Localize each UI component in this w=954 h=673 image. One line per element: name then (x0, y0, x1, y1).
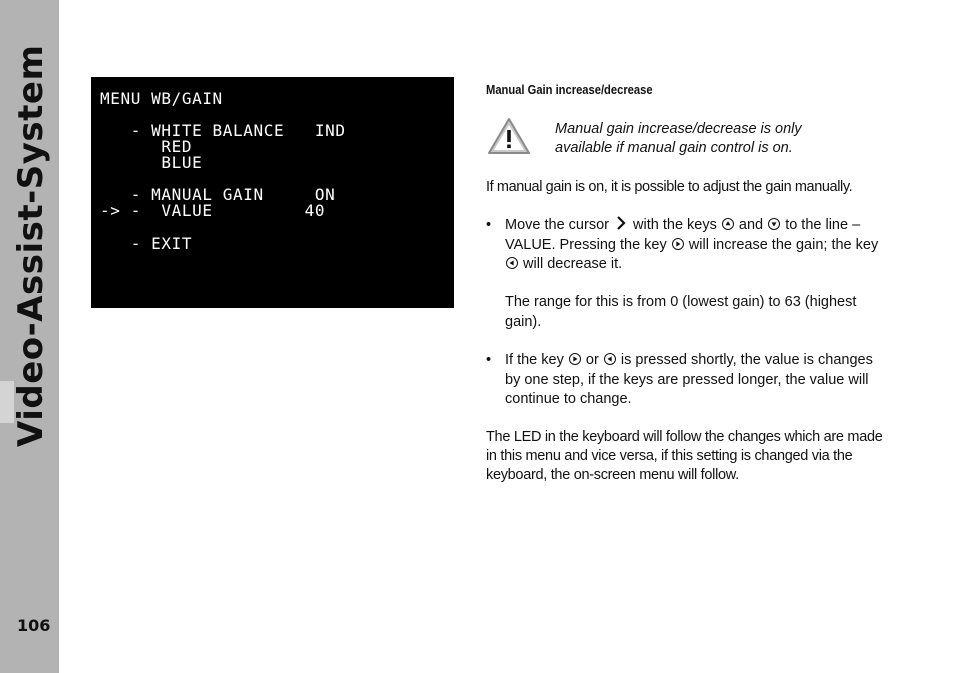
key-left-icon (604, 353, 616, 365)
led-paragraph: The LED in the keyboard will follow the changes which are made in this menu and vice versa, if this setting is changed via the keyboard, the on-screen menu will follow. (486, 429, 883, 483)
osd-line-manual-gain: - MANUAL GAIN ON (100, 185, 336, 204)
bullet1-text-3: and (738, 217, 764, 233)
osd-menu-title: MENU WB/GAIN (100, 89, 223, 108)
intro-paragraph: If manual gain is on, it is possible to adjust the gain manually. (486, 179, 853, 195)
key-down-icon (768, 218, 780, 230)
osd-line-white-balance: - WHITE BALANCE IND (100, 121, 346, 140)
warning-note: Manual gain increase/decrease is only available if manual gain control is on. (555, 121, 802, 156)
osd-line-blue: BLUE (100, 153, 203, 172)
key-left-icon (506, 257, 518, 269)
bullet-move-cursor (505, 216, 885, 275)
bullet-key-press (505, 351, 885, 410)
bullet1-text-4: to the line – VALUE. Pressing the key (505, 217, 861, 253)
key-right-icon (672, 238, 684, 250)
page-number: 106 (17, 616, 51, 635)
bullet-marker: • (486, 352, 492, 368)
warning-triangle-icon (486, 116, 532, 156)
osd-line-red: RED (100, 137, 193, 156)
bullet2-text-3: is pressed shortly, the value is changes by one step, if the keys are pressed longer, the value will continue to change. (505, 352, 873, 407)
key-up-icon (722, 218, 734, 230)
bullet1-text-1: Move the cursor (505, 217, 609, 233)
bullet2-text-2: or (585, 352, 599, 368)
bullet-marker: • (486, 217, 492, 233)
bullet1-text-5: will increase the gain; the key (688, 236, 879, 253)
key-right-icon (569, 353, 581, 365)
osd-line-exit: - EXIT (100, 234, 193, 253)
cursor-chevron-icon (616, 216, 626, 230)
osd-menu-screen (91, 77, 454, 308)
bullet2-text-1: If the key (505, 352, 564, 368)
sidebar-title: Video-Assist-System (11, 44, 51, 447)
osd-line-value: -> - VALUE 40 (100, 201, 326, 220)
section-heading: Manual Gain increase/decrease (486, 82, 653, 97)
bullet1-text-2: with the keys (633, 217, 717, 233)
bullet1-text-6: will decrease it. (523, 256, 623, 272)
range-paragraph: The range for this is from 0 (lowest gain) to 63 (highest gain). (505, 294, 857, 330)
